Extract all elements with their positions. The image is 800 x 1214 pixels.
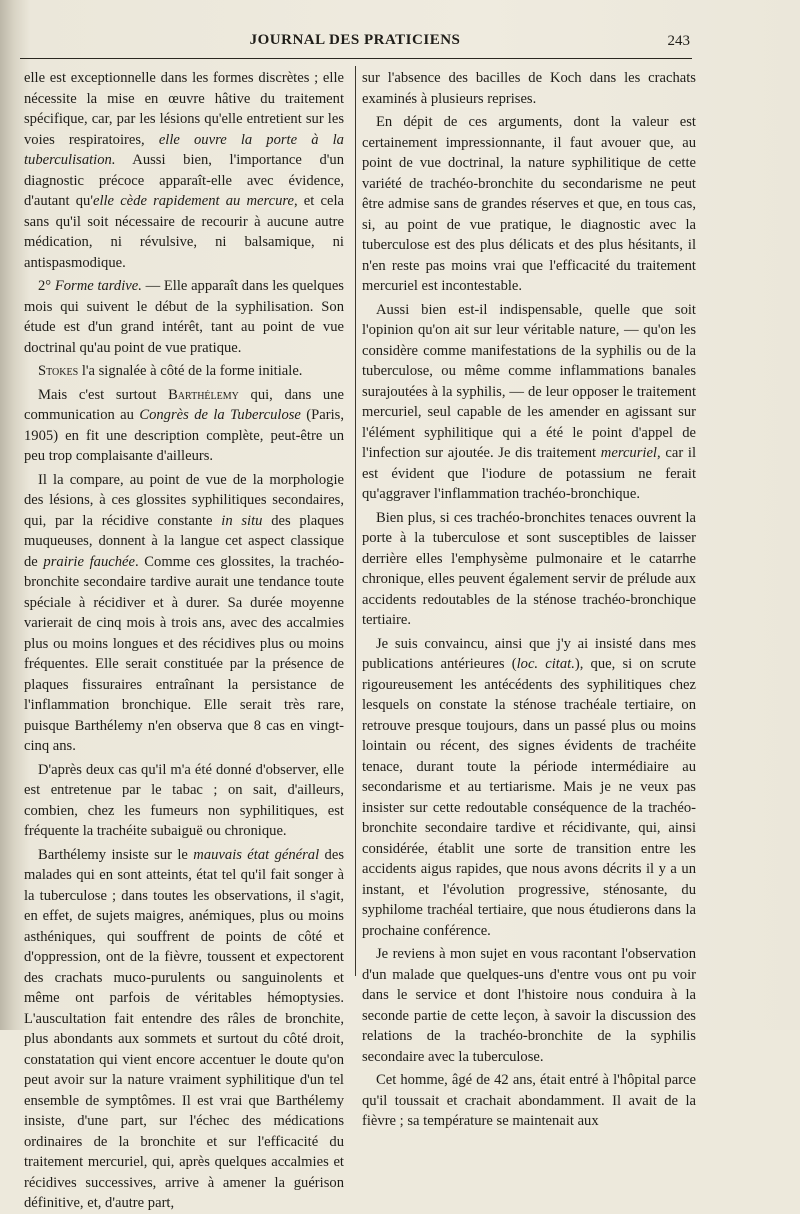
paragraph: Barthélemy insiste sur le mauvais état général des malades qui en sont atteints, état tel qu'il fait songer à la tuberculose ; dans toutes les observations, il s'agit, en effet, de sujets maigres, anémiques, plus ou moins asthéniques, qui souffrent de points de côté et d'oppression, ont de la fièvre, toussent et expectorent des crachats muco-purulents ou sanguinolents et même ont parfois de véritables hémoptysies. L'auscultation fait entendre des râles de bronchite, plus abondants aux sommets et surtout du côté droit, constatation qui vient encore accentuer le doute qu'on peut avoir sur la nature vraiment syphilitique d'un tel ensemble de symptômes. Il est vrai que Barthélemy insiste, d'une part, sur l'échec des médications ordinaires de la bronchite et sur l'efficacité du traitement mercuriel, qui, après quelques accalmies et récidives successives, arrive à amener la guérison définitive, et, d'autre part, bbox=[24, 846, 344, 1211]
paragraph: sur l'absence des bacilles de Koch dans les crachats examinés à plusieurs reprises. bbox=[362, 70, 696, 107]
paragraph: Bien plus, si ces trachéo-bronchites tenaces ouvrent la porte à la tuberculose et sont susceptibles de laisser derrière elles l'emphysème pulmonaire et le catarrhe chronique, elles peuvent également servir de prélude aux accidents redoutables de la sténose trachéo-bronchique tertiaire. bbox=[362, 509, 696, 628]
paragraph: Stokes l'a signalée à côté de la forme initiale. bbox=[38, 363, 303, 379]
paragraph: Aussi bien est-il indispensable, quelle que soit l'opinion qu'on ait sur leur véritable nature, — qu'on les considère comme manifestations de la syphilis ou de la tuberculose, ou même comme inflammations banales surajoutées à la syphilis, — de leur opposer le traitement mercuriel, seul capable de les amender en agissant sur l'élément syphilitique qui a été le point d'appel de l'infection sur ajoutée. Je dis traitement mercuriel, car il est évident que l'iodure de potassium ne ferait qu'aggraver l'inflammation trachéo-bronchique. bbox=[362, 301, 696, 502]
paragraph: En dépit de ces arguments, dont la valeur est certainement impressionnante, il faut avouer que, au point de vue doctrinal, la nature syphilitique de cette variété de trachéo-bronchite du secondarisme ne peut être admise sans de grandes réserves et que, en tous cas, si, au point de vue pratique, le diagnostic avec la tuberculose est des plus délicats et des plus hésitants, il n'en reste pas moins vrai que l'efficacité du traitement mercuriel est incontestable. bbox=[362, 114, 696, 294]
paragraph: Je reviens à mon sujet en vous racontant l'observation d'un malade que quelques-uns d'entre vous ont pu voir dans le service et dont l'histoire nous conduira à la seconde partie de cette leçon, à savoir la discussion des relations de la trachéo-bronchite de la syphilis secondaire avec la tuberculose. bbox=[362, 946, 696, 1065]
left-column bbox=[24, 68, 344, 1214]
paragraph: Cet homme, âgé de 42 ans, était entré à l'hôpital parce qu'il toussait et crachait abondamment. Il avait de la fièvre ; sa température se maintenait aux bbox=[362, 1072, 696, 1129]
running-header bbox=[20, 30, 690, 54]
paragraph: D'après deux cas qu'il m'a été donné d'observer, elle est entretenue par le tabac ; on sait, d'ailleurs, combien, chez les fumeurs non syphilitiques, est fréquente la trachéite subaiguë ou chronique. bbox=[24, 761, 344, 839]
journal-title: JOURNAL DES PRATICIENS bbox=[249, 32, 461, 48]
paragraph: 2° Forme tardive. — Elle apparaît dans les quelques mois qui suivent le début de la syphilisation. Son étude est d'un grand intérêt, tant au point de vue doctrinal qu'au point de vue pratique. bbox=[24, 278, 344, 356]
paragraph: elle est exceptionnelle dans les formes discrètes ; elle nécessite la mise en œuvre hâtive du traitement spécifique, car, par les lésions qu'elle entretient sur les voies respiratoires, elle ouvre la porte à la tuberculisation. Aussi bien, l'importance d'un diagnostic précoce apparaît-elle avec évidence, d'autant qu'elle cède rapidement au mercure, et cela sans qu'il soit nécessaire de recourir à aucune autre médication, ni révulsive, ni balsamique, ni antispasmodique. bbox=[24, 70, 344, 271]
header-rule bbox=[20, 58, 692, 59]
column-divider bbox=[355, 66, 356, 976]
right-column bbox=[362, 68, 696, 1132]
paragraph: Il la compare, au point de vue de la morphologie des lésions, à ces glossites syphilitiques secondaires, qui, par la récidive constante in situ des plaques muqueuses, donnent à la langue cet aspect classique de prairie fauchée. Comme ces glossites, la trachéo-bronchite secondaire tardive aurait une tendance toute spéciale à récidiver et à durer. Sa durée moyenne varierait de cinq mois à trois ans, avec des accalmies plus ou moins longues et des récidives plus ou moins fréquentes. Elle serait constituée par la présence de plaques fissuraires entraînant la persistance de l'inflammation bronchique. Elle serait très rare, puisque Barthélemy n'en observa que 8 cas en vingt-cinq ans. bbox=[24, 471, 344, 754]
paragraph: Mais c'est surtout Barthélemy qui, dans une communication au Congrès de la Tuberculose (Paris, 1905) en fit une description complète, peut-être un peu trop complaisante d'ailleurs. bbox=[24, 386, 344, 464]
paragraph: Je suis convaincu, ainsi que j'y ai insisté dans mes publications antérieures (loc. citat.), que, si on scrute rigoureusement les antécédents des syphilitiques chez lesquels on constate la sténose trachéale tertiaire, on retrouve presque toujours, dans un passé plus ou moins lointain ou récent, des signes évidents de trachéite tenace, durant toute la période intermédiaire au secondarisme et au tertiarisme. Mais je ne veux pas insister sur cette redoutable conséquence de la trachéo-bronchite secondaire tardive et récidivante, qui, ainsi considérée, établit une sorte de transition entre les accidents aigus rapides, que nous avons décrits il y a un instant, et l'évolution progressive, sténosante, du syphilome trachéal tertiaire, que nous étudierons dans la prochaine conférence. bbox=[362, 635, 697, 939]
page-number: 243 bbox=[667, 33, 690, 49]
